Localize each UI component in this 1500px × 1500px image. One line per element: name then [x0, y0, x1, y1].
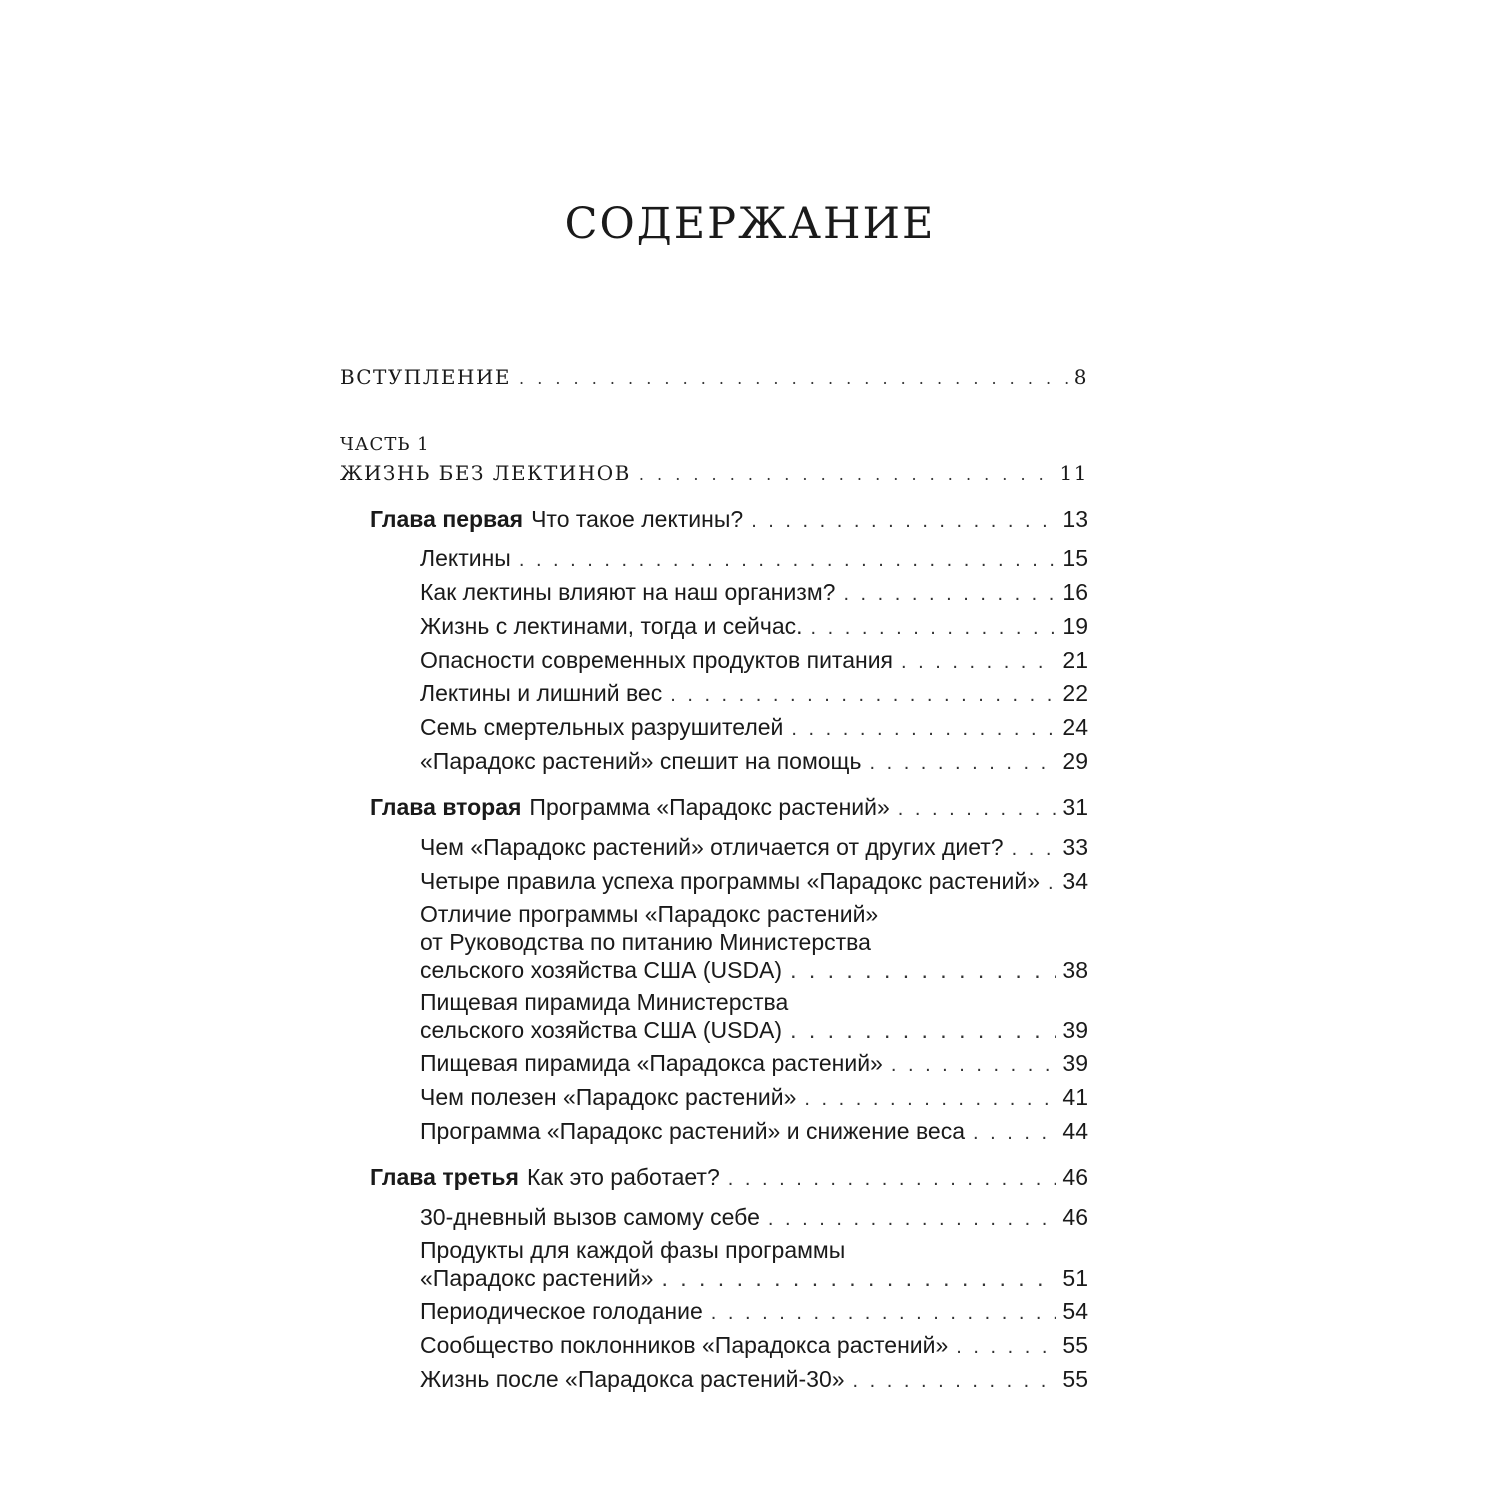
toc-page-number: 39 — [1062, 1017, 1088, 1043]
toc-entry-text: Пищевая пирамида «Парадокса растений» — [420, 1050, 883, 1076]
toc-entry[interactable] — [420, 577, 1088, 609]
leader-dots — [670, 680, 1056, 710]
part-label: ЧАСТЬ 1 — [340, 434, 430, 455]
toc-entry-text: Сообщество поклонников «Парадокса растений» — [420, 1332, 949, 1358]
toc-page-number: 38 — [1062, 957, 1088, 983]
leader-dots — [790, 956, 1056, 984]
toc-page-number: 55 — [1062, 1366, 1088, 1392]
toc-entry-text: Лектины — [420, 545, 511, 571]
toc-page-number: 41 — [1062, 1084, 1088, 1110]
leader-dots — [869, 748, 1056, 778]
toc-entry-last-line — [420, 1016, 1088, 1044]
toc-entry[interactable] — [420, 712, 1088, 744]
toc-entry[interactable] — [420, 1202, 1088, 1234]
chapter-label: Глава третья — [370, 1164, 519, 1190]
leader-dots — [898, 794, 1057, 824]
toc-entry-text: Чем полезен «Парадокс растений» — [420, 1084, 797, 1110]
leader-dots — [956, 1332, 1056, 1362]
toc-entry-text: 30-дневный вызов самому себе — [420, 1204, 760, 1230]
leader-dots — [790, 1016, 1056, 1044]
leader-dots — [1012, 834, 1057, 864]
leader-dots — [728, 1164, 1057, 1194]
leader-dots — [768, 1204, 1057, 1234]
toc-entry-text: ЖИЗНЬ БЕЗ ЛЕКТИНОВ — [340, 461, 631, 485]
toc-entry-text: ВСТУПЛЕНИЕ — [340, 365, 512, 389]
toc-entry-intro[interactable] — [340, 362, 1088, 394]
toc-chapter-1[interactable] — [370, 504, 1088, 536]
toc-page-number: 33 — [1062, 834, 1088, 860]
toc-page-number: 31 — [1062, 794, 1088, 820]
leader-dots — [973, 1118, 1056, 1148]
toc-entry[interactable] — [420, 543, 1088, 575]
toc-entry[interactable] — [420, 1296, 1088, 1328]
toc-page-number: 19 — [1062, 613, 1088, 639]
chapter-title: Как это работает? — [526, 1164, 720, 1190]
toc-page-number: 46 — [1062, 1204, 1088, 1230]
toc-chapter-2[interactable] — [370, 792, 1088, 824]
page-title: СОДЕРЖАНИЕ — [564, 199, 936, 249]
toc-entry-text: «Парадокс растений» — [420, 1265, 654, 1291]
toc-entry[interactable] — [420, 611, 1088, 643]
toc-entry-text-line: от Руководства по питанию Министерства — [420, 929, 871, 955]
toc-entry-last-line — [420, 956, 1088, 984]
leader-dots — [661, 1264, 1056, 1292]
toc-entry[interactable] — [420, 866, 1088, 898]
leader-dots — [711, 1298, 1057, 1328]
toc-entry-text: «Парадокс растений» спешит на помощь — [420, 748, 862, 774]
toc-entry-text-line: Отличие программы «Парадокс растений» — [420, 901, 879, 927]
toc-page-number: 13 — [1062, 506, 1088, 532]
toc-entry[interactable] — [420, 1330, 1088, 1362]
toc-entry[interactable] — [420, 746, 1088, 778]
leader-dots — [519, 364, 1068, 394]
toc-entry[interactable] — [420, 988, 1088, 1044]
toc-page-number: 21 — [1062, 647, 1088, 673]
chapter-title: Что такое лектины? — [531, 506, 744, 532]
chapter-label: Глава первая — [370, 506, 524, 532]
toc-entry-text: Семь смертельных разрушителей — [420, 714, 784, 740]
chapter-label: Глава вторая — [370, 794, 522, 820]
toc-entry-text: Опасности современных продуктов питания — [420, 647, 894, 673]
leader-dots — [519, 545, 1057, 575]
toc-entry[interactable] — [420, 645, 1088, 677]
toc-entry[interactable] — [420, 1116, 1088, 1148]
toc-page-number: 11 — [1059, 461, 1088, 485]
leader-dots — [751, 506, 1056, 536]
leader-dots — [901, 647, 1056, 677]
toc-entry[interactable] — [420, 1364, 1088, 1396]
toc-page-number: 22 — [1062, 680, 1088, 706]
toc-page-number: 55 — [1062, 1332, 1088, 1358]
toc-page-number: 34 — [1062, 868, 1088, 894]
toc-entry-text-line: Продукты для каждой фазы программы — [420, 1237, 846, 1263]
toc-entry[interactable] — [420, 1236, 1088, 1292]
toc-entry-text-line: Пищевая пирамида Министерства — [420, 989, 789, 1015]
leader-dots — [891, 1050, 1057, 1080]
toc-page-number: 15 — [1062, 545, 1088, 571]
toc-page-number: 29 — [1062, 748, 1088, 774]
leader-dots — [811, 613, 1057, 643]
leader-dots — [853, 1366, 1057, 1396]
toc-page-number: 46 — [1062, 1164, 1088, 1190]
toc-entry[interactable] — [420, 1082, 1088, 1114]
toc-entry-text: Жизнь с лектинами, тогда и сейчас. — [420, 613, 803, 639]
leader-dots — [843, 579, 1056, 609]
toc-entry-text: Лектины и лишний вес — [420, 680, 663, 706]
toc-entry[interactable] — [420, 1048, 1088, 1080]
leader-dots — [639, 460, 1054, 490]
toc-page-number: 51 — [1062, 1265, 1088, 1291]
toc-entry-text: Чем «Парадокс растений» отличается от других диет? — [420, 834, 1004, 860]
toc-page-number: 8 — [1073, 365, 1088, 389]
toc-entry-text: сельского хозяйства США (USDA) — [420, 1017, 783, 1043]
toc-entry-text: Жизнь после «Парадокса растений-30» — [420, 1366, 845, 1392]
toc-entry-text: сельского хозяйства США (USDA) — [420, 957, 783, 983]
leader-dots — [1048, 868, 1056, 898]
toc-entry[interactable] — [420, 900, 1088, 984]
toc-entry-text: Как лектины влияют на наш организм? — [420, 579, 836, 605]
toc-entry-last-line — [420, 1264, 1088, 1292]
toc-entry[interactable] — [420, 678, 1088, 710]
toc-entry-text: Программа «Парадокс растений» и снижение веса — [420, 1118, 965, 1144]
leader-dots — [804, 1084, 1056, 1114]
toc-page-number: 16 — [1062, 579, 1088, 605]
toc-entry[interactable] — [420, 832, 1088, 864]
toc-page-number: 54 — [1062, 1298, 1088, 1324]
chapter-title: Программа «Парадокс растений» — [529, 794, 890, 820]
toc-entry-text: Четыре правила успеха программы «Парадокс растений» — [420, 868, 1041, 894]
leader-dots — [791, 714, 1056, 744]
toc-page-number: 39 — [1062, 1050, 1088, 1076]
toc-chapter-3[interactable] — [370, 1162, 1088, 1194]
toc-page-number: 24 — [1062, 714, 1088, 740]
toc-entry-part1[interactable] — [340, 458, 1088, 490]
toc-page-number: 44 — [1062, 1118, 1088, 1144]
toc-entry-text: Периодическое голодание — [420, 1298, 703, 1324]
